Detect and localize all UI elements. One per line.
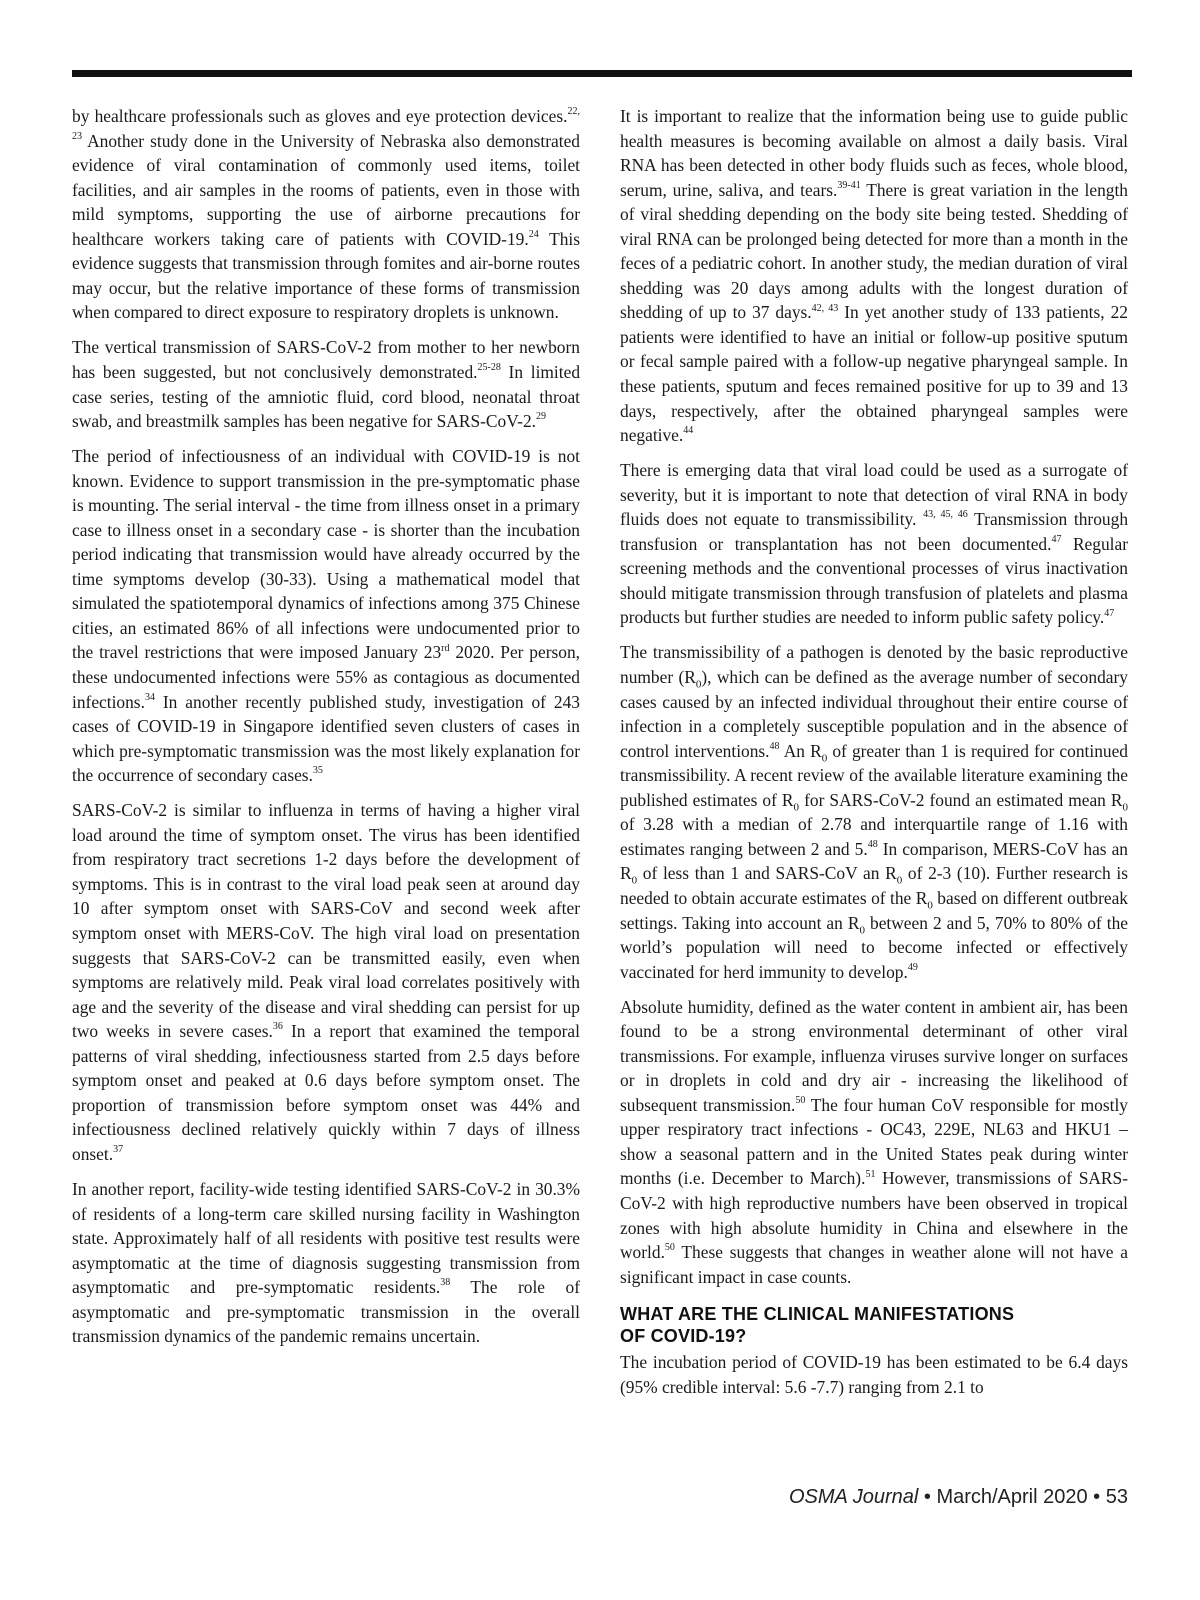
text-run: There is emerging data that viral load could be used as a surrogate of severity, but it is important to note that detection of viral RNA in body fluids does not equate to transmissibility. — [620, 460, 1128, 530]
paragraph — [72, 335, 580, 433]
text-run: Another study done in the University of Nebraska also demonstrated evidence of viral contamination of commonly used items, toilet facilities, and air samples in the rooms of patients, even in those with mild symptoms, supporting the use of airborne precautions for healthcare workers taking care of patients with COVID-19. — [72, 130, 580, 249]
citation: 39-41 — [837, 179, 861, 191]
text-run: The incubation period of COVID-19 has been estimated to be 6.4 days (95% credible interval: 5.6 -7.7) ranging from 2.1 to — [620, 1352, 1128, 1397]
paragraph — [620, 458, 1128, 630]
subscript: 0 — [793, 801, 800, 814]
section-heading-line: WHAT ARE THE CLINICAL MANIFESTATIONS — [620, 1304, 1015, 1325]
citation: 51 — [865, 1168, 876, 1180]
paragraph — [620, 1350, 1128, 1399]
text-run: In a report that examined the temporal patterns of viral shedding, infectiousness started from 2.5 days before symptom onset and peaked at 0.6 days before symptom onset. The proportion of transmission before symptom onset was 44% and infectiousness declined relatively quickly within 7 days of illness onset. — [72, 1021, 580, 1164]
citation: 49 — [907, 961, 918, 973]
subscript: 0 — [896, 874, 903, 887]
ordinal-suffix: rd — [441, 642, 450, 654]
citation: 36 — [272, 1021, 283, 1033]
right-column — [620, 104, 1128, 1410]
text-run: Absolute humidity, defined as the water content in ambient air, has been found to be a strong environmental determinant of other viral transmissions. For example, influenza viruses survive longer on surfaces or in droplets in cold and dry air - increasing the likelihood of subsequent transmission. — [620, 996, 1128, 1115]
page-number: 53 — [1105, 1486, 1128, 1508]
left-column — [72, 104, 580, 1359]
text-run: The role of asymptomatic and pre-symptomatic transmission in the overall transmission dynamics of the pandemic remains uncertain. — [72, 1277, 581, 1347]
header-rule — [72, 70, 1132, 77]
text-run: This evidence suggests that transmission through fomites and air-borne routes may occur, but the relative importance of these forms of transmission when compared to direct exposure to respiratory droplets is unknown. — [72, 228, 580, 323]
text-run: 2020. Per person, these undocumented infections were 55% as contagious as documented infections. — [72, 642, 580, 712]
section-heading — [620, 1303, 1128, 1347]
citation: 48 — [867, 839, 878, 851]
citation: 50 — [795, 1095, 806, 1107]
citation: 47 — [1104, 607, 1115, 619]
text-run: It is important to realize that the information being use to guide public health measures is becoming available on almost a daily basis. Viral RNA has been detected in other body fluids such as feces, whole blood, serum, urine, saliva, and tears. — [620, 106, 1128, 200]
text-run: The transmissibility of a pathogen is denoted by the basic reproductive number (R — [620, 642, 1128, 688]
separator: • — [918, 1486, 937, 1508]
text-run: of 3.28 with a median of 2.78 and interquartile range of 1.16 with estimates ranging between 2 and 5. — [620, 814, 1128, 859]
text-run: between 2 and 5, 70% to 80% of the world’s population will need to become infected or effectively vaccinated for herd immunity to develop. — [620, 912, 1128, 982]
text-run: of greater than 1 is required for continued transmissibility. A recent review of the available literature examining the published estimates of R — [620, 740, 1129, 810]
citation: 29 — [536, 411, 546, 423]
paragraph — [72, 798, 580, 1166]
text-run: However, transmissions of SARS-CoV-2 with high reproductive numbers have been observed in tropical zones with high absolute humidity in China and elsewhere in the world. — [620, 1168, 1128, 1263]
text-run: of less than 1 and SARS-CoV an R — [637, 863, 897, 884]
citation: 43, 45, 46 — [923, 509, 968, 521]
citation: 34 — [144, 691, 155, 703]
subscript: 0 — [695, 678, 702, 691]
text-run: In another report, facility-wide testing identified SARS-CoV-2 in 30.3% of residents of a long-term care skilled nursing facility in Washington state. Approximately half of all residents with positive test results were asymptomatic at the time of diagnosis suggesting transmission from asymptomatic and pre-symptomatic residents. — [72, 1178, 580, 1298]
paragraph — [620, 640, 1128, 984]
text-run: An R — [779, 740, 822, 761]
citation: 47 — [1051, 534, 1062, 545]
paragraph — [72, 1177, 580, 1349]
text-run: by healthcare professionals such as gloves and eye protection devices. — [72, 106, 568, 126]
text-run: The period of infectiousness of an individual with COVID-19 is not known. Evidence to support transmission in the pre-symptomatic phase is mounting. The serial interval - the time from illness onset in a primary case to illness onset in a secondary case - is shorter than the incubation period indicating that transmission would have already occurred by the time symptoms develop (30-33). Using a mathematical model that simulated the spatiotemporal dynamics of infections among 375 Chinese cities, an estimated 86% of all infections were undocumented prior to the travel restrictions that were imposed January 23 — [72, 446, 580, 663]
text-run: ), which can be defined as the average number of secondary cases caused by an infected individual throughout their entire course of infection in a completely susceptible population and in the absence of control interventions. — [620, 667, 1128, 761]
citation: 42, 43 — [811, 302, 839, 314]
citation: 35 — [312, 765, 323, 777]
text-run: based on different outbreak settings. Taking into account an R — [620, 887, 1128, 933]
text-run: In another recently published study, investigation of 243 cases of COVID-19 in Singapore identified seven clusters of cases in which pre-symptomatic transmission was the most likely explanation for the occurrence of secondary cases. — [72, 691, 580, 786]
text-run: There is great variation in the length of viral shedding depending on the body site being tested. Shedding of viral RNA can be prolonged being detected for more than a month in the feces of a pediatric cohort. In another study, the median duration of viral shedding was 20 days among adults with the longest duration of shedding of up to 37 days. — [620, 179, 1128, 323]
paragraph — [72, 104, 580, 325]
text-run: for SARS-CoV-2 found an estimated mean R — [799, 789, 1123, 810]
subscript: 0 — [821, 752, 828, 765]
citation: 37 — [113, 1144, 124, 1156]
section-heading-line: OF COVID-19? — [620, 1326, 747, 1347]
text-run: Transmission through transfusion or transplantation has not been documented. — [620, 509, 1129, 554]
text-run: These suggests that changes in weather alone will not have a significant impact in case counts. — [620, 1242, 1128, 1287]
citation: 38 — [440, 1277, 451, 1289]
subscript: 0 — [859, 923, 865, 936]
paragraph — [620, 995, 1128, 1290]
text-run: of 2-3 (10). Further research is needed to obtain accurate estimates of the R — [620, 863, 1128, 908]
journal-name: OSMA Journal — [789, 1486, 919, 1508]
issue-date: March/April 2020 — [936, 1486, 1088, 1508]
text-run: In comparison, MERS-CoV has an R — [620, 838, 1128, 884]
text-run: The four human CoV responsible for mostly upper respiratory tract infections - OC43, 229E, NL63 and HKU1 – show a seasonal pattern and in the United States peak during winter months (i.e. December to March). — [620, 1094, 1128, 1189]
text-run: Regular screening methods and the conventional processes of virus inactivation should mitigate transmission through transfusion of platelets and plasma products but further studies are needed to inform public safety policy. — [620, 533, 1128, 628]
paragraph — [72, 444, 580, 788]
subscript: 0 — [927, 899, 933, 912]
text-run: In limited case series, testing of the amniotic fluid, cord blood, neonatal throat swab, and breastmilk samples has been negative for SARS-CoV-2. — [72, 361, 581, 432]
text-run: In yet another study of 133 patients, 22 patients were identified to have an initial or follow-up positive sputum or fecal sample paired with a follow-up negative pharyngeal sample. In these patients, sputum and feces remained positive for up to 39 and 13 days, respectively, after the obtained pharyngeal samples were negative. — [620, 302, 1128, 446]
citation: 50 — [664, 1242, 675, 1254]
subscript: 0 — [631, 874, 638, 887]
page-footer — [789, 1486, 1128, 1509]
citation: 48 — [769, 740, 780, 752]
citation: 25-28 — [477, 362, 501, 374]
separator: • — [1087, 1486, 1106, 1508]
text-run: The vertical transmission of SARS-CoV-2 from mother to her newborn has been suggested, but not conclusively demonstrated. — [72, 337, 580, 382]
citation: 44 — [683, 425, 694, 437]
citation: 24 — [528, 228, 539, 240]
subscript: 0 — [1122, 801, 1128, 814]
text-run: SARS-CoV-2 is similar to influenza in terms of having a higher viral load around the time of symptom onset. The virus has been identified from respiratory tract secretions 1-2 days before the development of symptoms. This is in contrast to the viral load peak seen at around day 10 after symptom onset with SARS-CoV and second week after symptom onset with MERS-CoV. The high viral load on presentation suggests that SARS-CoV-2 can be transmitted easily, even when symptoms are relatively mild. Peak viral load correlates positively with age and the severity of the disease and viral shedding can persist for up two weeks in severe cases. — [72, 800, 580, 1042]
citation: 22, 23 — [72, 106, 580, 142]
paragraph — [620, 104, 1128, 448]
